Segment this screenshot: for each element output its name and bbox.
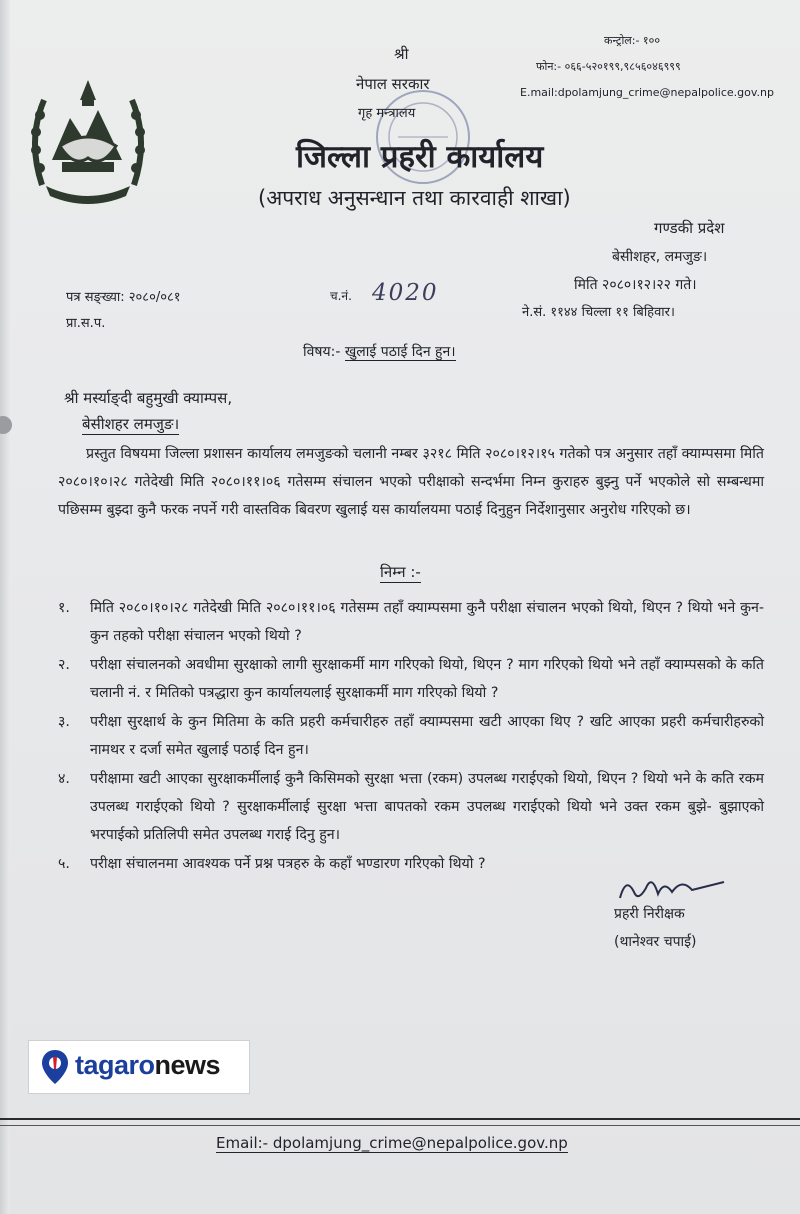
header-email: E.mail:dpolamjung_crime@nepalpolice.gov.np [520,86,774,99]
list-item [58,765,764,849]
watermark-brand-tagaro: tagaro [75,1050,155,1080]
list-item-number: १. [58,600,70,616]
header-shree: श्री [394,45,409,63]
district-address: बेसीशहर, लमजुङ। [612,249,708,265]
subject-label: विषय:- [303,344,341,360]
tagaronews-watermark [28,1040,250,1094]
officer-title: प्रहरी निरीक्षक [614,906,685,922]
letter-date: मिति २०८०।१२।२२ गते। [574,277,697,293]
list-item-text: परीक्षा संचालनमा आवश्यक पर्ने प्रश्न पत्रहरु के कहाँ भण्डारण गरिएको थियो ? [90,856,486,872]
list-item [58,594,764,650]
recipient-address: बेसीशहर लमजुङ। [82,415,180,433]
province: गण्डकी प्रदेश [654,219,725,237]
recipient-name: श्री मर्स्याङ्दी बहुमुखी क्याम्पस, [64,389,233,407]
branch-title: (अपराध अनुसन्धान तथा कारवाही शाखा) [258,186,571,210]
header-ministry: गृह मन्त्रालय [358,106,416,121]
list-heading: निम्न :- [380,563,421,581]
list-item [58,708,764,764]
list-item-text: परीक्षा सुरक्षार्थ के कुन मितिमा के कति प्रहरी कर्मचारीहरु तहाँ क्याम्पसमा खटी आएका थिए ? खटि आएका प्रहरी कर्मचारीहरुको नामथर र दर्जा समेत खुलाई पठाई दिन हुन। [90,714,764,758]
list-item-number: ४. [58,771,70,787]
list-item-text: परीक्षा संचालनको अवधीमा सुरक्षाको लागी सुरक्षाकर्मी माग गरिएको थियो, थिएन ? माग गरिएको थियो भने तहाँ क्याम्पसको के कति चलानी नं. र मितिको पत्रद्धारा कुन कार्यालयलाई सुरक्षाकर्मी माग गरिएको थियो ? [90,657,764,701]
list-item-text: परीक्षामा खटी आएका सुरक्षाकर्मीलाई कुनै किसिमको सुरक्षा भत्ता (रकम) उपलब्ध गराईएको थियो, थिएन ? थियो भने के कति रकम उपलब्ध गराईएको थियो ? सुरक्षाकर्मीलाई सुरक्षा भत्ता बापतको रकम उपलब्ध गराईएको थियो भने उक्त रकम बुझे- बुझाएको भरपाईको प्रतिलिपी समेत उपलब्ध गराई दिनु हुन। [90,771,764,843]
footer-email: Email:- dpolamjung_crime@nepalpolice.gov.np [216,1134,568,1152]
signature-icon [612,868,732,908]
office-title: जिल्ला प्रहरी कार्यालय [296,139,544,175]
body-paragraph: प्रस्तुत विषयमा जिल्ला प्रशासन कार्यालय लमजुङको चलानी नम्बर ३२१८ मिति २०८०।१२।१५ गतेको पत्र अनुसार तहाँ क्याम्पसमा मिति २०८०।१०।२८ गतेदेखी मिति २०८०।११।०६ गतेसम्म संचालन भएको परीक्षाको सन्दर्भमा निम्न कुराहरु बुझ्नु पर्ने भएकोले सो सम्बन्धमा पछिसम्म बुझ्दा कुनै फरक नपर्ने गरी वास्तविक बिवरण खुलाई यस कार्यालयमा पठाई दिनुहुन निर्देशानुसार अनुरोध गरिएको छ। [58,446,764,518]
dispatch-number-handwritten: 4020 [372,280,439,306]
punch-hole [0,416,12,434]
footer-divider-thin [0,1125,800,1126]
contact-block [520,28,774,106]
nepal-emblem-icon [22,70,154,210]
footer-divider [0,1118,800,1120]
nepal-samvat-date: ने.सं. ११४४ चिल्ला ११ बिहिवार। [522,305,675,320]
officer-name: (थानेश्वर चपाई) [614,934,697,950]
prasap-label: प्रा.स.प. [66,316,106,331]
paper-edge-shadow [0,0,10,1214]
list-item-number: २. [58,657,70,673]
list-item-text: मिति २०८०।१०।२८ गतेदेखी मिति २०८०।११।०६ गतेसम्म तहाँ क्याम्पसमा कुनै परीक्षा संचालन भएको थियो, थिएन ? थियो भने कुन- कुन तहको परीक्षा संचालन भएको थियो ? [90,600,764,644]
subject-line [303,342,456,361]
control-number: कन्ट्रोल:- १०० [604,34,661,47]
location-pin-icon [41,1049,69,1085]
list-item [58,651,764,707]
dispatch-number-label: च.नं. [330,289,352,303]
list-item-number: ३. [58,714,70,730]
watermark-brand-news: news [154,1050,221,1080]
header-government: नेपाल सरकार [356,75,430,93]
letter-number: पत्र सङ्ख्या: २०८०/०८१ [66,290,181,305]
query-list [58,594,764,879]
phone-number: फोन:- ०६६-५२०१९९,९८५६०४६९९९ [536,60,681,73]
list-item-number: ५. [58,856,70,872]
subject-text: खुलाई पठाई दिन हुन। [344,344,456,360]
watermark-brand [75,1050,220,1081]
